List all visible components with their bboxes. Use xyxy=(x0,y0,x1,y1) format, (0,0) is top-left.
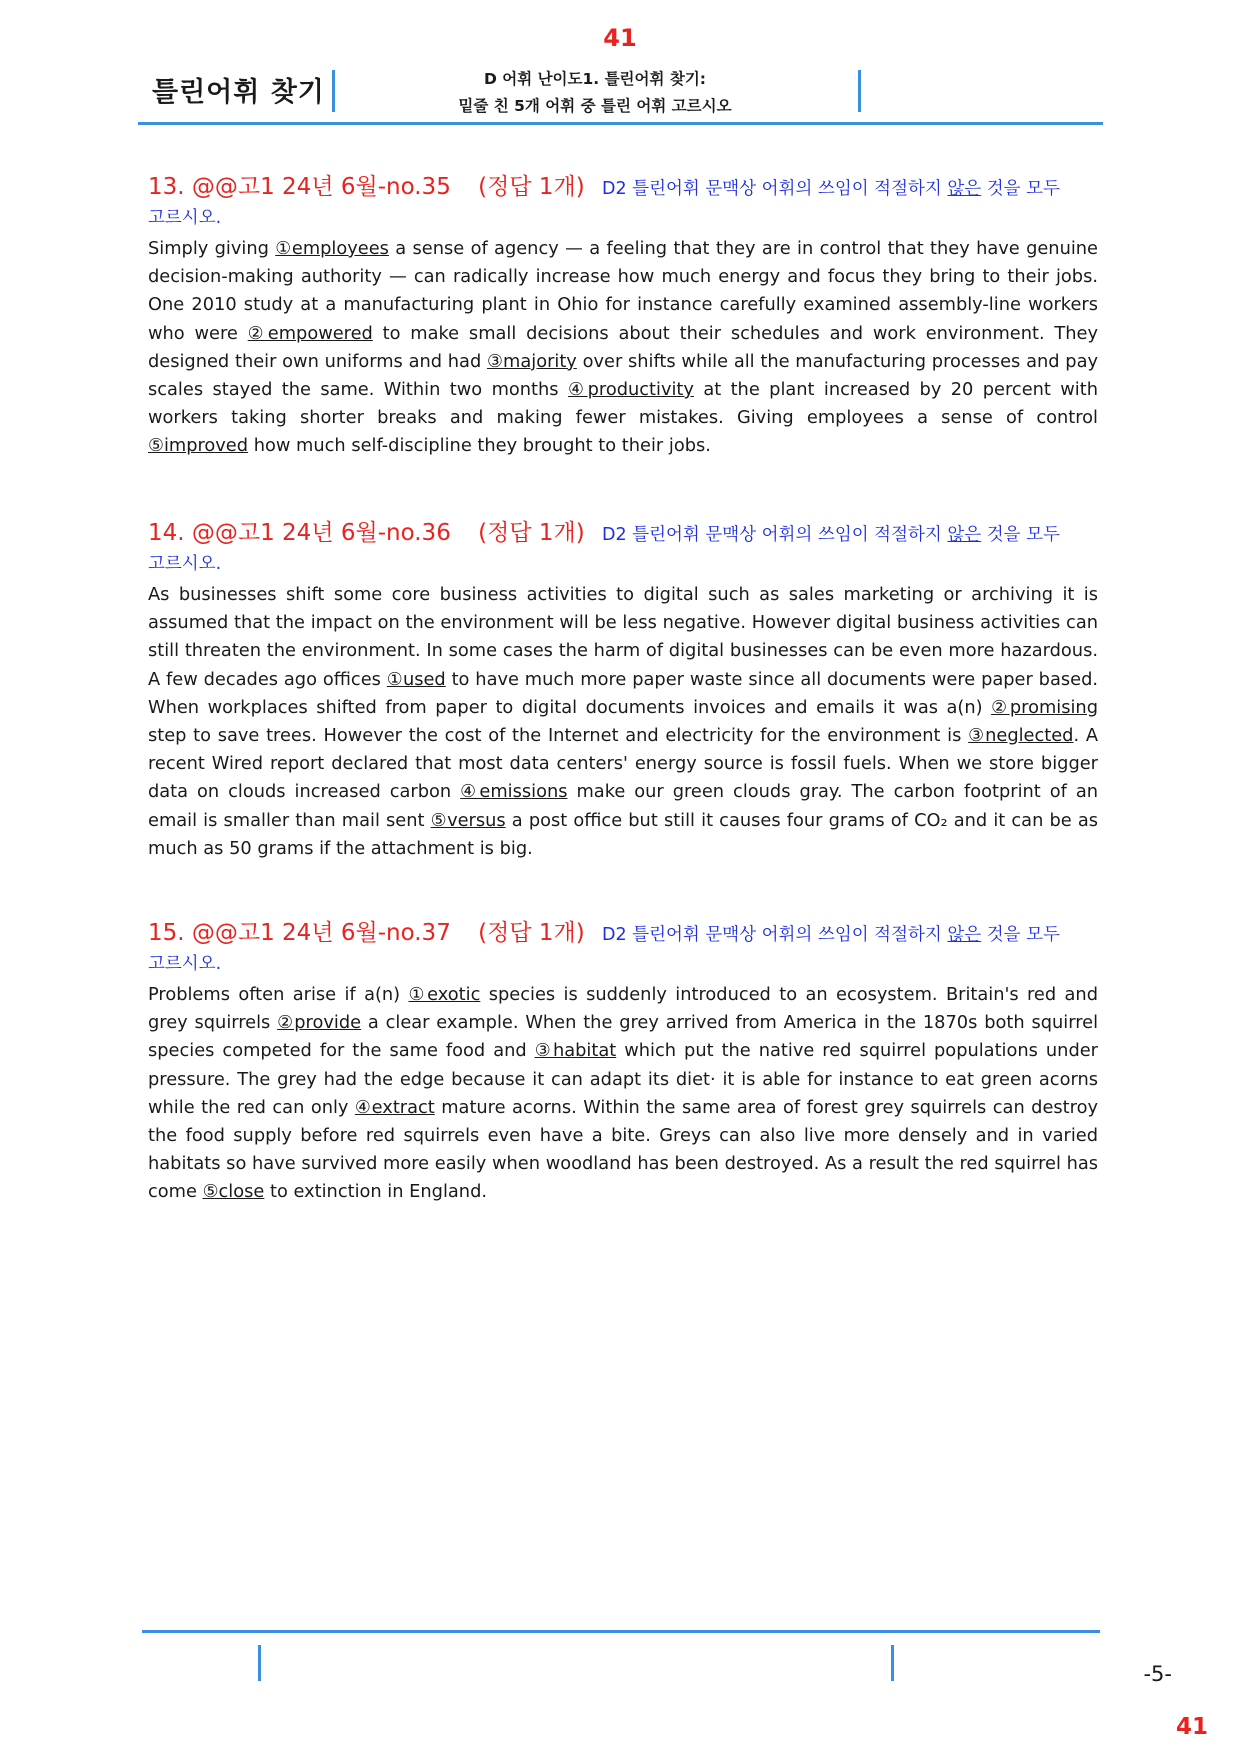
underlined-word: ①used xyxy=(386,668,446,690)
question-number: 13. xyxy=(148,174,185,200)
passage-text: make our green clouds gray. The carbon footprint of an email is smaller than mail sent xyxy=(148,781,1099,831)
underlined-word: ①exotic xyxy=(408,984,481,1005)
instruction-text-end: 것을 모두 xyxy=(986,925,1060,945)
question-source: @@고1 24년 6월-no.37 xyxy=(191,920,451,946)
question-passage xyxy=(148,235,1098,461)
instruction-tail: 고르시오. xyxy=(148,954,222,974)
question-15 xyxy=(148,918,1098,1207)
instruction xyxy=(602,179,1060,199)
question-number: 14. xyxy=(148,520,185,546)
underlined-word: ③habitat xyxy=(534,1040,617,1062)
answer-count: (정답 1개) xyxy=(478,920,585,946)
instruction-text: D2 틀린어휘 문맥상 어휘의 쓰임이 적절하지 xyxy=(602,925,942,945)
passage-text: over shifts while all the manufacturing processes and pay scales stayed the same. Within two months xyxy=(148,350,1098,401)
instruction-text: D2 틀린어휘 문맥상 어휘의 쓰임이 적절하지 xyxy=(602,179,942,199)
footer-rule xyxy=(142,1630,1100,1633)
question-number: 15. xyxy=(148,920,185,946)
instruction-text-end: 것을 모두 xyxy=(986,525,1060,545)
footer-page-label: -5- xyxy=(1143,1662,1172,1686)
instruction-tail: 고르시오. xyxy=(148,208,222,228)
passage-text: a sense of agency — a feeling that they are in control that they have genuine decision-making authority — can radically increase how much energy and focus they bring to their jobs. One 2010 study at a manufacturing plant in Ohio for instance carefully examined assembly-line workers who were xyxy=(148,238,1098,344)
question-13 xyxy=(148,172,1098,461)
underlined-word: ⑤improved xyxy=(148,435,249,457)
question-source: @@고1 24년 6월-no.36 xyxy=(191,520,451,546)
header-subtitle xyxy=(340,66,850,120)
underlined-word: ②provide xyxy=(277,1012,362,1034)
question-14 xyxy=(148,518,1098,863)
passage-text: to extinction in England. xyxy=(264,1181,488,1203)
instruction-text: D2 틀린어휘 문맥상 어휘의 쓰임이 적절하지 xyxy=(602,525,942,545)
passage-text: . A recent Wired report declared that most data centers' energy source is fossil fuels. When we store bigger data on clouds increased carbon xyxy=(148,725,1098,803)
underlined-word: ②promising xyxy=(991,696,1098,718)
header-divider-left xyxy=(332,70,335,112)
underlined-word: ④emissions xyxy=(460,781,568,803)
header-subtitle-line1: D 어휘 난이도1. 틀린어휘 찾기: xyxy=(483,70,707,88)
passage-text: a post office but still it causes four grams of CO₂ and it can be as much as 50 grams if the attachment is big. xyxy=(148,809,1099,859)
instruction xyxy=(602,525,1060,545)
header-rule xyxy=(138,122,1103,125)
instruction xyxy=(602,925,1060,945)
underlined-word: ③neglected xyxy=(968,725,1074,747)
underlined-word: ⑤close xyxy=(202,1181,265,1203)
header-subtitle-line2: 밑줄 친 5개 어휘 중 틀린 어휘 고르시오 xyxy=(458,97,732,115)
instruction-underlined: 않은 xyxy=(947,925,982,945)
passage-text: how much self-discipline they brought to their jobs. xyxy=(248,435,711,457)
passage-text: a clear example. When the grey arrived from America in the 1870s both squirrel species competed for the same food and xyxy=(148,1012,1099,1062)
passage-text: mature acorns. Within the same area of forest grey squirrels can destroy the food supply before red squirrels even have a bite. Greys can also live more densely and in varied habitats so have survived more easily when woodland has been destroyed. As a result the red squirrel has come xyxy=(148,1096,1098,1203)
page-number-top: 41 xyxy=(603,24,637,52)
underlined-word: ④extract xyxy=(354,1096,435,1118)
instruction-tail: 고르시오. xyxy=(148,554,222,574)
question-header xyxy=(148,518,1098,550)
underlined-word: ①employees xyxy=(275,238,389,259)
header-title: 틀린어휘 찾기 xyxy=(152,77,325,108)
passage-text: which put the native red squirrel populations under pressure. The grey had the edge because it can adapt its diet· it is able for instance to eat green acorns while the red can only xyxy=(148,1040,1098,1118)
underlined-word: ⑤versus xyxy=(430,809,506,831)
question-passage xyxy=(148,581,1098,863)
underlined-word: ④productivity xyxy=(567,379,694,401)
passage-text: to have much more paper waste since all documents were paper based. When workplaces shifted from paper to digital documents invoices and emails it was a(n) xyxy=(148,668,1099,718)
instruction-underlined: 않은 xyxy=(947,525,982,545)
footer-divider-left xyxy=(258,1645,261,1681)
passage-text: Problems often arise if a(n) xyxy=(148,984,409,1005)
answer-count: (정답 1개) xyxy=(478,520,585,546)
page-number-bottom: 41 xyxy=(1175,1714,1208,1740)
answer-count: (정답 1개) xyxy=(478,174,585,200)
passage-text: Simply giving xyxy=(148,238,276,259)
header-divider-right xyxy=(858,70,861,112)
underlined-word: ③majority xyxy=(487,350,577,372)
instruction-text-end: 것을 모두 xyxy=(986,179,1060,199)
underlined-word: ②empowered xyxy=(247,322,373,344)
passage-text: As businesses shift some core business activities to digital such as sales marketing or archiving it is assumed that the impact on the environment will be less negative. However digital business activities can still threaten the environment. In some cases the harm of digital businesses can be even more hazardous. A few decades ago offices xyxy=(148,584,1098,690)
question-header xyxy=(148,172,1098,204)
passage-text: to make small decisions about their schedules and work environment. They designed their own uniforms and had xyxy=(148,322,1099,372)
question-source: @@고1 24년 6월-no.35 xyxy=(191,174,451,200)
passage-text: at the plant increased by 20 percent with workers taking shorter breaks and making fewer mistakes. Giving employees a sense of control xyxy=(148,379,1098,429)
question-header xyxy=(148,918,1098,950)
footer-divider-right xyxy=(891,1645,894,1681)
instruction-underlined: 않은 xyxy=(947,179,982,199)
passage-text: step to save trees. However the cost of the Internet and electricity for the environment is xyxy=(148,725,969,747)
passage-text: species is suddenly introduced to an ecosystem. Britain's red and grey squirrels xyxy=(148,984,1098,1034)
question-passage xyxy=(148,981,1098,1207)
